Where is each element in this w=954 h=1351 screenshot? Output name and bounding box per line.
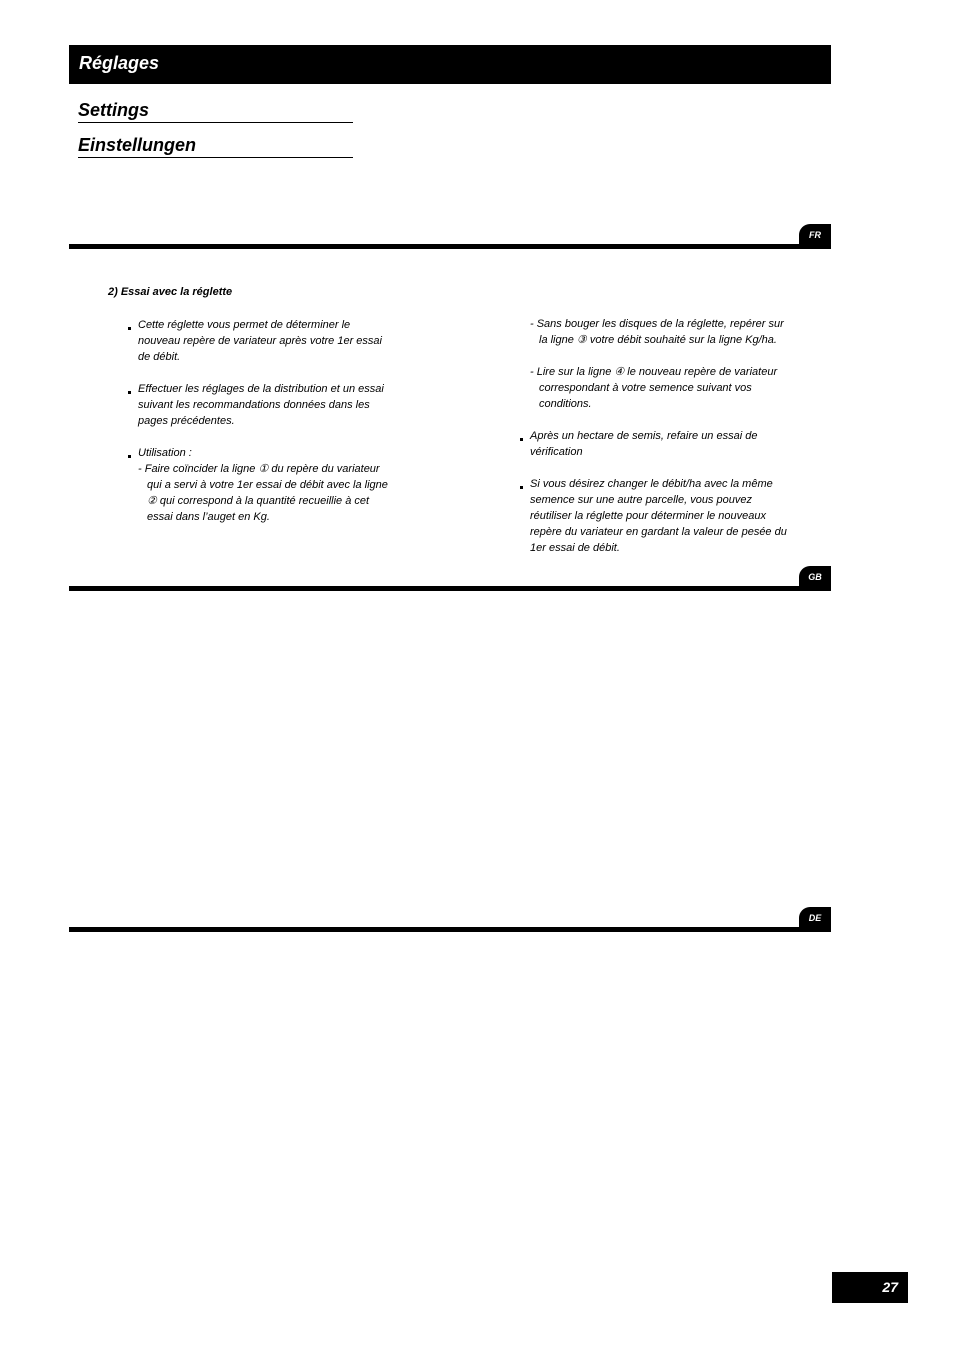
text-line: - Lire sur la ligne ④ le nouveau repère de variateur: [530, 366, 778, 378]
section-heading: 2) Essai avec la réglette: [108, 286, 233, 298]
subtitle-einstellungen: Einstellungen: [78, 135, 353, 158]
lang-tab-de: DE: [799, 907, 831, 929]
paragraph-lire-ligne: [530, 364, 777, 412]
text-line: la ligne ③ votre débit souhaité sur la ligne Kg/ha.: [539, 334, 777, 346]
section-divider-fr: [69, 244, 831, 249]
paragraph-verification: [530, 428, 757, 460]
bullet-marker: [128, 327, 131, 330]
section-divider-gb: [69, 586, 831, 591]
text-line: qui a servi à votre 1er essai de débit avec la ligne: [147, 479, 388, 491]
text-line: Effectuer les réglages de la distribution et un essai: [138, 383, 384, 395]
bullet-marker: [520, 486, 523, 489]
text-line: repère du variateur en gardant la valeur de pesée du: [530, 526, 787, 538]
lang-tab-gb: GB: [799, 566, 831, 588]
text-line: réutiliser la réglette pour déterminer le nouveaux: [530, 510, 767, 522]
title-bar: [69, 45, 831, 84]
page-number: 27: [832, 1272, 908, 1303]
text-line: suivant les recommandations données dans les: [138, 399, 370, 411]
bullet-marker: [128, 391, 131, 394]
text-line: 1er essai de débit.: [530, 542, 620, 554]
subtitle-settings: Settings: [78, 100, 353, 123]
paragraph-sans-bouger: [530, 316, 784, 348]
text-line: nouveau repère de variateur après votre 1er essai: [138, 335, 382, 347]
text-line: pages précédentes.: [138, 415, 235, 427]
paragraph-changer-debit: [530, 476, 787, 556]
lang-tab-fr: FR: [799, 224, 831, 246]
text-line: - Sans bouger les disques de la réglette, repérer sur: [530, 318, 784, 330]
section-divider-de: [69, 927, 831, 932]
text-line: Utilisation :: [138, 447, 192, 459]
text-line: conditions.: [539, 398, 592, 410]
text-line: ② qui correspond à la quantité recueillie à cet: [147, 495, 370, 507]
paragraph-utilisation: [138, 445, 388, 525]
bullet-marker: [520, 438, 523, 441]
page-title: Réglages: [79, 53, 160, 73]
paragraph-reglages: [138, 381, 384, 429]
text-line: Cette réglette vous permet de déterminer le: [138, 319, 351, 331]
text-line: Après un hectare de semis, refaire un essai de: [530, 430, 758, 442]
bullet-marker: [128, 455, 131, 458]
text-line: de débit.: [138, 351, 181, 363]
text-line: correspondant à votre semence suivant vos: [539, 382, 752, 394]
text-line: vérification: [530, 446, 583, 458]
text-line: essai dans l’auget en Kg.: [147, 511, 270, 523]
paragraph-reglette-intro: [138, 317, 382, 365]
text-line: Si vous désirez changer le débit/ha avec la même: [530, 478, 773, 490]
text-line: semence sur une autre parcelle, vous pouvez: [530, 494, 752, 506]
text-line: - Faire coïncider la ligne ① du repère du variateur: [138, 463, 380, 475]
